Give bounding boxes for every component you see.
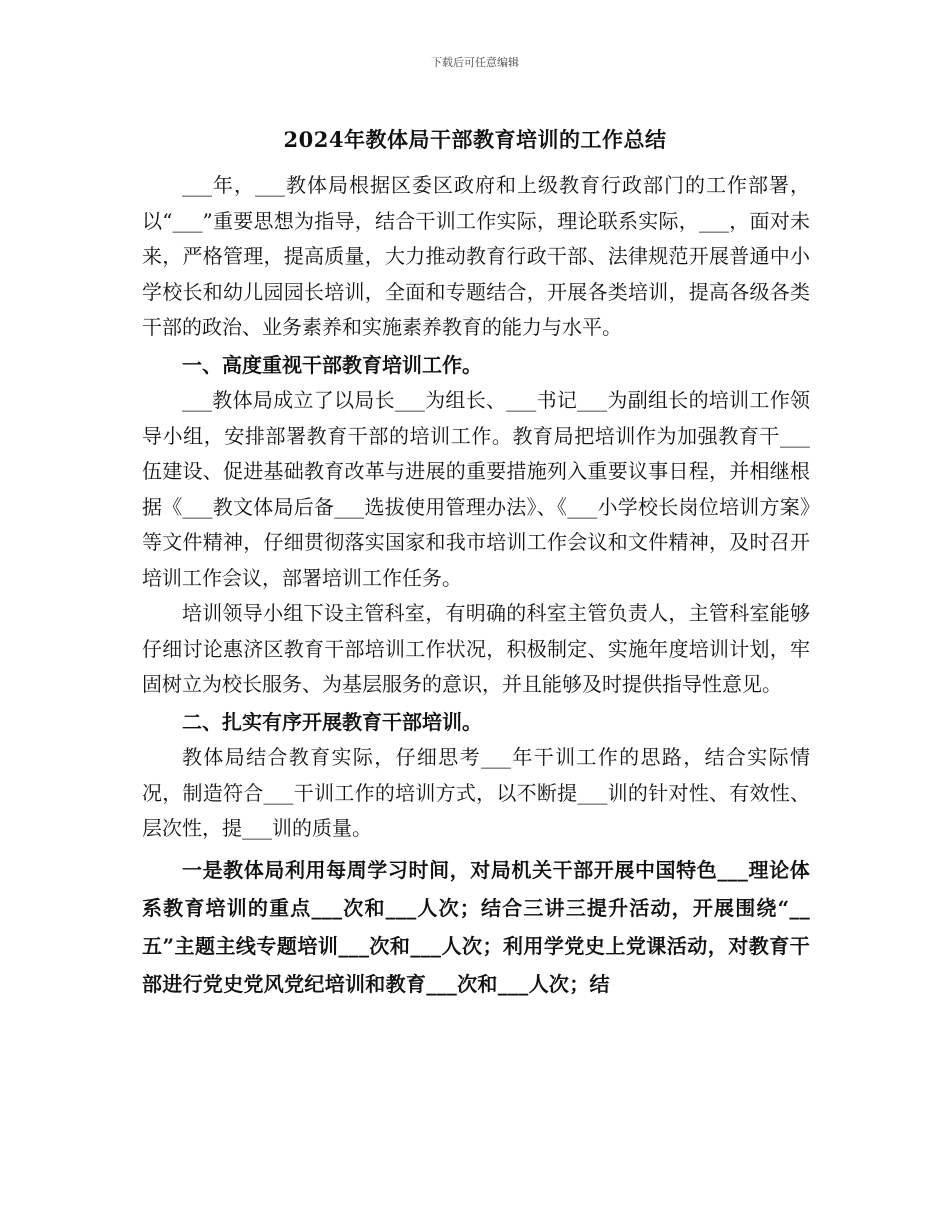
- section-heading-1: 一、高度重视干部教育培训工作。: [182, 352, 482, 377]
- paragraph-section2-b: 一是教体局利用每周学习时间，对局机关干部开展中国特色___理论体系教育培训的重点___次和___人次；结合三讲三提升活动，开展围绕“__五”主题主线专题培训___次和___人次；利用学党史上党课活动，对教育干部进行党史党风党纪培训和教育___次和___人次；结: [142, 857, 810, 996]
- section-heading-2: 二、扎实有序开展教育干部培训。: [182, 709, 482, 734]
- paragraph-section1-b: 培训领导小组下设主管科室，有明确的科室主管负责人，主管科室能够仔细讨论惠济区教育干部培训工作状况，积极制定、实施年度培训计划，牢固树立为校长服务、为基层服务的意识，并且能够及时提供指导性意见。: [142, 601, 810, 696]
- paragraph-section2-a: 教体局结合教育实际，仔细思考___年干训工作的思路，结合实际情况，制造符合___干训工作的培训方式，以不断提___训的针对性、有效性、层次性，提___训的质量。: [142, 745, 810, 840]
- header-note: 下载后可任意编辑: [431, 56, 519, 69]
- paragraph-section1-a: ___教体局成立了以局长___为组长、___书记___为副组长的培训工作领导小组，安排部署教育干部的培训工作。教育局把培训作为加强教育干___伍建设、促进基础教育改革与进展的重要措施列入重要议事日程，并相继根据《___教文体局后备___选拔使用管理办法》、《___小学校长岗位培训方案》等文件精神，仔细贯彻落实国家和我市培训工作会议和文件精神，及时召开培训工作会议，部署培训工作任务。: [142, 388, 810, 590]
- paragraph-intro: ___年，___教体局根据区委区政府和上级教育行政部门的工作部署，以“___”重要思想为指导，结合干训工作实际，理论联系实际，___，面对未来，严格管理，提高质量，大力推动教育行政干部、法律规范开展普通中小学校长和幼儿园园长培训，全面和专题结合，开展各类培训，提高各级各类干部的政治、业务素养和实施素养教育的能力与水平。: [142, 173, 810, 339]
- document-title: 2024年教体局干部教育培训的工作总结: [283, 127, 667, 152]
- document-body: [142, 168, 810, 1003]
